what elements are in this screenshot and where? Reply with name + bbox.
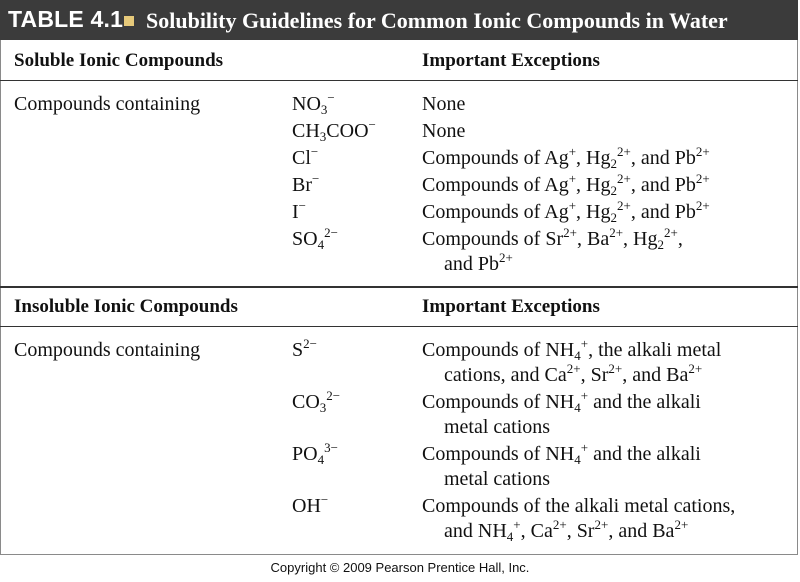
insoluble-row-label: Compounds containing — [14, 339, 201, 361]
exception-hydroxide-cont: and $NH_4^+$, $Ca^{2+}$, $Sr^{2+}$, and $Ba^{2+}$ — [444, 517, 689, 544]
exception-sulfide: Compounds of $NH_4^+$, the alkali metal — [422, 336, 722, 363]
title-square-bullet — [124, 16, 134, 26]
exception-phosphate: Compounds of $NH_4^+$ and the alkali — [422, 440, 701, 467]
exception-carbonate-cont: metal cations — [444, 416, 551, 438]
ion-phosphate: $PO_4^{3-}$ — [292, 440, 338, 467]
ion-iodide: I− — [292, 198, 307, 223]
exception-sulfate-cont: and $Pb^{2+}$ — [444, 250, 513, 275]
exception-hydroxide: Compounds of the alkali metal cations, — [422, 495, 736, 517]
ion-nitrate: $NO_3^-$ — [292, 90, 335, 117]
exception-chloride: Compounds of Ag+, $Hg_2^{2+}$, and $Pb^{2+}$ — [422, 144, 710, 171]
table-title-bar — [0, 0, 798, 40]
exception-acetate: None — [422, 120, 466, 142]
soluble-header: Soluble Ionic Compounds — [14, 50, 224, 71]
exception-carbonate: Compounds of $NH_4^+$ and the alkali — [422, 388, 701, 415]
section-divider — [0, 286, 798, 288]
ion-bromide: Br− — [292, 171, 320, 196]
soluble-row-label: Compounds containing — [14, 93, 201, 115]
ion-hydroxide: OH− — [292, 492, 329, 517]
insoluble-exceptions-header: Important Exceptions — [422, 296, 600, 317]
exception-sulfate: Compounds of $Sr^{2+}$, $Ba^{2+}$, $Hg_2^{2+}$, — [422, 225, 683, 252]
exception-nitrate: None — [422, 93, 466, 115]
exception-sulfide-cont: cations, and $Ca^{2+}$, $Sr^{2+}$, and $Ba^{2+}$ — [444, 361, 703, 386]
ion-sulfate: $SO_4^{2-}$ — [292, 225, 338, 252]
insoluble-header: Insoluble Ionic Compounds — [14, 296, 238, 317]
soluble-header-rule — [0, 80, 798, 81]
soluble-exceptions-header: Important Exceptions — [422, 50, 600, 71]
insoluble-header-rule — [0, 326, 798, 327]
ion-carbonate: $CO_3^{2-}$ — [292, 388, 341, 415]
ion-sulfide: $S^{2-}$ — [292, 336, 317, 361]
exception-bromide: Compounds of Ag+, $Hg_2^{2+}$, and $Pb^{2+}$ — [422, 171, 710, 198]
table-title: Solubility Guidelines for Common Ionic Compounds in Water — [146, 8, 728, 33]
table-number: TABLE 4.1 — [8, 6, 124, 32]
exception-phosphate-cont: metal cations — [444, 468, 551, 490]
ion-chloride: Cl− — [292, 144, 319, 169]
ion-acetate: $CH_3COO^-$ — [292, 117, 376, 144]
exception-iodide: Compounds of Ag+, $Hg_2^{2+}$, and $Pb^{2+}$ — [422, 198, 710, 225]
copyright-footer: Copyright © 2009 Pearson Prentice Hall, Inc. — [270, 560, 530, 575]
